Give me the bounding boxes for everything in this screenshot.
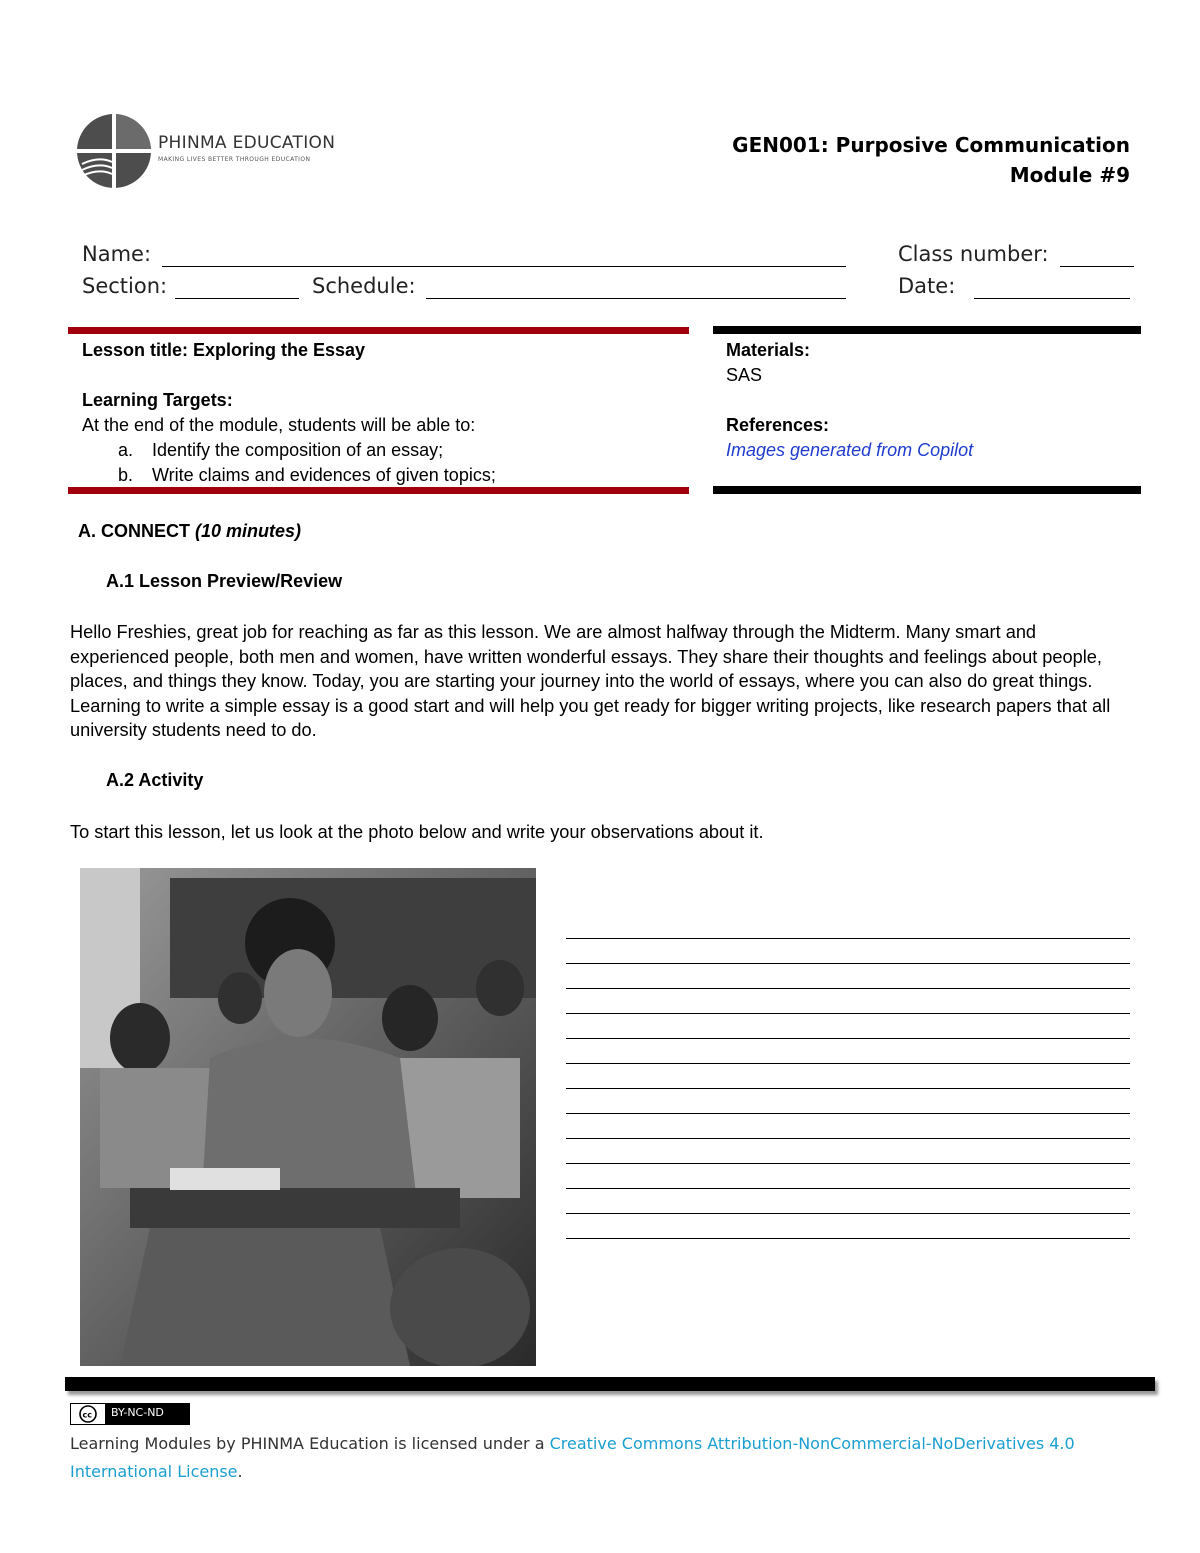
- license-text: Learning Modules by PHINMA Education is licensed under a Creative Commons Attribution-NonCommercial-NoDerivatives 4.0 International License.: [70, 1434, 1075, 1481]
- lesson-title: Lesson title: Exploring the Essay: [82, 340, 366, 360]
- writing-line[interactable]: [566, 1063, 1130, 1064]
- materials-bottom-divider: [713, 486, 1141, 494]
- references-link[interactable]: Images generated from Copilot: [726, 440, 974, 460]
- target-item: a. Identify the composition of an essay;: [118, 440, 444, 460]
- targets-intro: At the end of the module, students will be able to:: [82, 415, 476, 435]
- cc-license-badge: [70, 1403, 190, 1425]
- target-item: b. Write claims and evidences of given topics;: [118, 465, 496, 485]
- learning-targets-heading: Learning Targets:: [82, 390, 233, 410]
- class-number-field[interactable]: [1060, 266, 1134, 267]
- class-number-label: Class number:: [898, 242, 1049, 266]
- logo-tagline: MAKING LIVES BETTER THROUGH EDUCATION: [158, 156, 311, 163]
- date-field[interactable]: [974, 298, 1130, 299]
- name-field[interactable]: [162, 266, 846, 267]
- writing-line[interactable]: [566, 938, 1130, 939]
- section-a-heading: A. CONNECT (10 minutes): [78, 521, 302, 541]
- writing-line[interactable]: [566, 1013, 1130, 1014]
- schedule-label: Schedule:: [312, 274, 416, 298]
- writing-line[interactable]: [566, 1138, 1130, 1139]
- materials-label: Materials:: [726, 340, 811, 360]
- writing-line[interactable]: [566, 1038, 1130, 1039]
- classroom-photo: [80, 868, 536, 1366]
- module-number: Module #9: [1009, 163, 1130, 187]
- references-label: References:: [726, 415, 830, 435]
- materials-box: [726, 338, 973, 463]
- lesson-top-divider: [68, 327, 689, 334]
- lesson-box: [82, 338, 496, 488]
- writing-line[interactable]: [566, 1088, 1130, 1089]
- materials-top-divider: [713, 326, 1141, 334]
- writing-line[interactable]: [566, 988, 1130, 989]
- a1-heading: A.1 Lesson Preview/Review: [106, 571, 343, 591]
- logo-name: PHINMA EDUCATION: [158, 133, 336, 153]
- svg-text:cc: cc: [82, 1410, 92, 1420]
- section-field[interactable]: [175, 298, 299, 299]
- a2-paragraph: To start this lesson, let us look at the photo below and write your observations about it.: [70, 822, 764, 842]
- schedule-field[interactable]: [426, 298, 846, 299]
- lesson-bottom-divider: [68, 487, 689, 494]
- section-a-duration: (10 minutes): [195, 521, 302, 541]
- section-label: Section:: [82, 274, 168, 298]
- materials-value: SAS: [726, 365, 763, 385]
- writing-line[interactable]: [566, 1238, 1130, 1239]
- footer-divider: [65, 1377, 1155, 1391]
- a1-paragraph: Hello Freshies, great job for reaching as far as this lesson. We are almost halfway through the Midterm. Many smart and experienced people, both men and women, have written wonderful essays. They share their thoughts and feelings about people, places, and things they know. Today, you are starting your journey into the world of essays, where you can also do great things. Learning to write a simple essay is a good start and will help you get ready for bigger writing projects, like research papers that all university students need to do.: [70, 622, 1111, 741]
- writing-line[interactable]: [566, 963, 1130, 964]
- course-header: [732, 130, 1130, 190]
- license-link[interactable]: Creative Commons Attribution-NonCommercial-NoDerivatives 4.0 International License: [70, 1434, 1075, 1481]
- writing-line[interactable]: [566, 1113, 1130, 1114]
- writing-line[interactable]: [566, 1213, 1130, 1214]
- name-label: Name:: [82, 242, 152, 266]
- writing-line[interactable]: [566, 1188, 1130, 1189]
- cc-badge-text: BY-NC-ND: [111, 1406, 164, 1419]
- writing-line[interactable]: [566, 1163, 1130, 1164]
- course-title: GEN001: Purposive Communication: [732, 133, 1130, 157]
- a2-heading: A.2 Activity: [106, 770, 204, 790]
- date-label: Date:: [898, 274, 956, 298]
